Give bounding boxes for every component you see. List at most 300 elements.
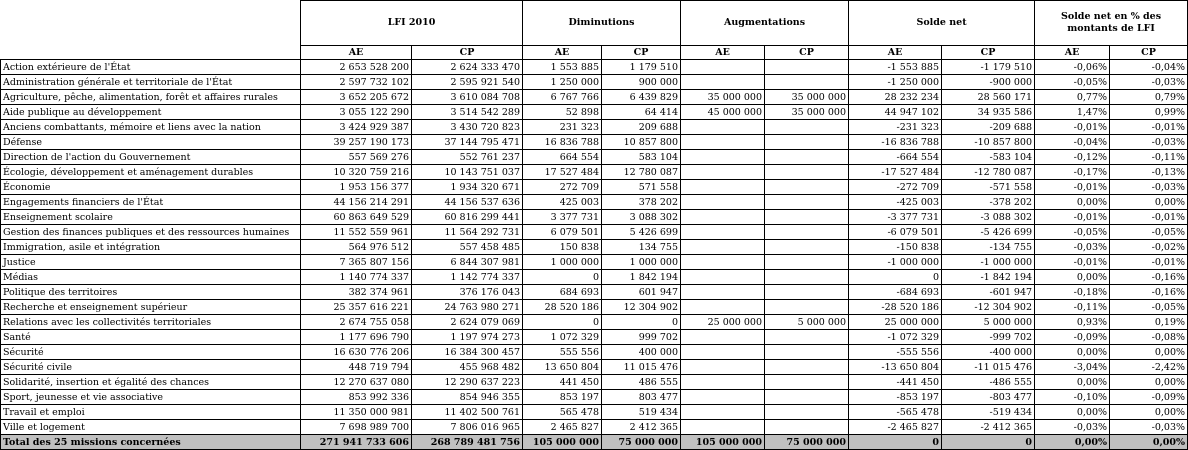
- table-row: [1, 195, 1188, 210]
- value-cell: -0,17%: [1035, 165, 1110, 180]
- value-cell: [765, 390, 849, 405]
- mission-label: Justice: [1, 255, 301, 270]
- table-row: [1, 360, 1188, 375]
- mission-label: Sécurité civile: [1, 360, 301, 375]
- value-cell: 1 842 194: [602, 270, 681, 285]
- mission-label: Direction de l'action du Gouvernement: [1, 150, 301, 165]
- value-cell: 0: [849, 270, 942, 285]
- value-cell: [681, 60, 765, 75]
- value-cell: [765, 120, 849, 135]
- value-cell: -0,16%: [1110, 285, 1188, 300]
- value-cell: 17 527 484: [523, 165, 602, 180]
- value-cell: 3 430 720 823: [412, 120, 523, 135]
- mission-label: Sécurité: [1, 345, 301, 360]
- value-cell: 853 197: [523, 390, 602, 405]
- value-cell: -16 836 788: [849, 135, 942, 150]
- header-sub-ae-4: AE: [681, 46, 765, 60]
- value-cell: [765, 180, 849, 195]
- value-cell: -0,01%: [1035, 255, 1110, 270]
- value-cell: -0,08%: [1110, 330, 1188, 345]
- value-cell: 75 000 000: [765, 435, 849, 450]
- table-row: [1, 300, 1188, 315]
- value-cell: [681, 255, 765, 270]
- header-sub-cp-5: CP: [765, 46, 849, 60]
- mission-label: Politique des territoires: [1, 285, 301, 300]
- value-cell: [681, 285, 765, 300]
- table-row: [1, 420, 1188, 435]
- value-cell: [765, 75, 849, 90]
- value-cell: 45 000 000: [681, 105, 765, 120]
- value-cell: 583 104: [602, 150, 681, 165]
- value-cell: 601 947: [602, 285, 681, 300]
- value-cell: 0,00%: [1035, 195, 1110, 210]
- value-cell: 5 426 699: [602, 225, 681, 240]
- table-row: [1, 75, 1188, 90]
- value-cell: 25 000 000: [849, 315, 942, 330]
- value-cell: -571 558: [942, 180, 1035, 195]
- mission-label: Enseignement scolaire: [1, 210, 301, 225]
- value-cell: 400 000: [602, 345, 681, 360]
- mission-label: Ville et logement: [1, 420, 301, 435]
- value-cell: -583 104: [942, 150, 1035, 165]
- value-cell: -1 553 885: [849, 60, 942, 75]
- table-row: [1, 120, 1188, 135]
- value-cell: -134 755: [942, 240, 1035, 255]
- value-cell: 13 650 804: [523, 360, 602, 375]
- value-cell: -0,13%: [1110, 165, 1188, 180]
- value-cell: 271 941 733 606: [301, 435, 412, 450]
- value-cell: -0,09%: [1035, 330, 1110, 345]
- table-row: [1, 375, 1188, 390]
- value-cell: 64 414: [602, 105, 681, 120]
- value-cell: -0,01%: [1035, 180, 1110, 195]
- header-sub-cp-7: CP: [942, 46, 1035, 60]
- value-cell: 16 836 788: [523, 135, 602, 150]
- value-cell: [681, 165, 765, 180]
- value-cell: -0,12%: [1035, 150, 1110, 165]
- value-cell: 3 377 731: [523, 210, 602, 225]
- header-sub-ae-8: AE: [1035, 46, 1110, 60]
- value-cell: -5 426 699: [942, 225, 1035, 240]
- value-cell: 486 555: [602, 375, 681, 390]
- mission-label: Administration générale et territoriale de l'État: [1, 75, 301, 90]
- value-cell: 564 976 512: [301, 240, 412, 255]
- value-cell: 0,00%: [1110, 195, 1188, 210]
- value-cell: 999 702: [602, 330, 681, 345]
- value-cell: 552 761 237: [412, 150, 523, 165]
- table-row: [1, 225, 1188, 240]
- value-cell: 60 816 299 441: [412, 210, 523, 225]
- value-cell: 44 156 537 636: [412, 195, 523, 210]
- value-cell: -601 947: [942, 285, 1035, 300]
- value-cell: 150 838: [523, 240, 602, 255]
- value-cell: -565 478: [849, 405, 942, 420]
- mission-label: Immigration, asile et intégration: [1, 240, 301, 255]
- value-cell: -0,03%: [1110, 420, 1188, 435]
- value-cell: 1 553 885: [523, 60, 602, 75]
- value-cell: 3 424 929 387: [301, 120, 412, 135]
- value-cell: 60 863 649 529: [301, 210, 412, 225]
- mission-label: Médias: [1, 270, 301, 285]
- value-cell: 1 072 329: [523, 330, 602, 345]
- value-cell: 425 003: [523, 195, 602, 210]
- value-cell: 28 520 186: [523, 300, 602, 315]
- value-cell: 6 439 829: [602, 90, 681, 105]
- value-cell: [681, 120, 765, 135]
- mission-label: Anciens combattants, mémoire et liens avec la nation: [1, 120, 301, 135]
- value-cell: 0,00%: [1035, 345, 1110, 360]
- value-cell: 555 556: [523, 345, 602, 360]
- value-cell: [681, 405, 765, 420]
- value-cell: 6 844 307 981: [412, 255, 523, 270]
- value-cell: 571 558: [602, 180, 681, 195]
- mission-label: Relations avec les collectivités territoriales: [1, 315, 301, 330]
- mission-label: Défense: [1, 135, 301, 150]
- value-cell: 10 857 800: [602, 135, 681, 150]
- value-cell: -0,09%: [1110, 390, 1188, 405]
- value-cell: 37 144 795 471: [412, 135, 523, 150]
- table-row: [1, 285, 1188, 300]
- value-cell: -425 003: [849, 195, 942, 210]
- value-cell: [765, 165, 849, 180]
- value-cell: 28 560 171: [942, 90, 1035, 105]
- value-cell: [681, 210, 765, 225]
- value-cell: [681, 270, 765, 285]
- value-cell: 12 780 087: [602, 165, 681, 180]
- value-cell: -272 709: [849, 180, 942, 195]
- mission-label: Agriculture, pêche, alimentation, forêt et affaires rurales: [1, 90, 301, 105]
- value-cell: [681, 360, 765, 375]
- value-cell: 11 552 559 961: [301, 225, 412, 240]
- value-cell: 803 477: [602, 390, 681, 405]
- value-cell: -664 554: [849, 150, 942, 165]
- value-cell: [681, 75, 765, 90]
- value-cell: -3,04%: [1035, 360, 1110, 375]
- total-row: [1, 435, 1188, 450]
- value-cell: 0,00%: [1110, 345, 1188, 360]
- value-cell: 519 434: [602, 405, 681, 420]
- value-cell: 1 000 000: [602, 255, 681, 270]
- value-cell: 0: [849, 435, 942, 450]
- value-cell: 1 250 000: [523, 75, 602, 90]
- value-cell: 0,00%: [1110, 405, 1188, 420]
- value-cell: 12 270 637 080: [301, 375, 412, 390]
- value-cell: -10 857 800: [942, 135, 1035, 150]
- value-cell: 382 374 961: [301, 285, 412, 300]
- value-cell: [681, 135, 765, 150]
- value-cell: 35 000 000: [765, 105, 849, 120]
- value-cell: 1 140 774 337: [301, 270, 412, 285]
- table-row: [1, 105, 1188, 120]
- value-cell: -0,03%: [1035, 420, 1110, 435]
- value-cell: [681, 180, 765, 195]
- value-cell: [681, 195, 765, 210]
- value-cell: 6 079 501: [523, 225, 602, 240]
- value-cell: 105 000 000: [681, 435, 765, 450]
- table-row: [1, 390, 1188, 405]
- value-cell: 11 015 476: [602, 360, 681, 375]
- value-cell: -17 527 484: [849, 165, 942, 180]
- value-cell: -803 477: [942, 390, 1035, 405]
- value-cell: 1 142 774 337: [412, 270, 523, 285]
- table-row: [1, 240, 1188, 255]
- value-cell: [681, 150, 765, 165]
- value-cell: 2 597 732 102: [301, 75, 412, 90]
- value-cell: 3 610 084 708: [412, 90, 523, 105]
- value-cell: -28 520 186: [849, 300, 942, 315]
- table-row: [1, 135, 1188, 150]
- table-row: [1, 405, 1188, 420]
- value-cell: 900 000: [602, 75, 681, 90]
- value-cell: 664 554: [523, 150, 602, 165]
- value-cell: 11 350 000 981: [301, 405, 412, 420]
- value-cell: 0,79%: [1110, 90, 1188, 105]
- value-cell: 272 709: [523, 180, 602, 195]
- value-cell: 0,99%: [1110, 105, 1188, 120]
- value-cell: [681, 390, 765, 405]
- value-cell: 0,77%: [1035, 90, 1110, 105]
- value-cell: 557 569 276: [301, 150, 412, 165]
- value-cell: 25 357 616 221: [301, 300, 412, 315]
- header-group-row: [1, 1, 1188, 46]
- value-cell: 10 143 751 037: [412, 165, 523, 180]
- value-cell: [681, 375, 765, 390]
- value-cell: -2 412 365: [942, 420, 1035, 435]
- value-cell: -0,03%: [1035, 240, 1110, 255]
- value-cell: 12 304 902: [602, 300, 681, 315]
- value-cell: 565 478: [523, 405, 602, 420]
- value-cell: 448 719 794: [301, 360, 412, 375]
- value-cell: -13 650 804: [849, 360, 942, 375]
- value-cell: 39 257 190 173: [301, 135, 412, 150]
- value-cell: [765, 345, 849, 360]
- value-cell: -0,05%: [1110, 300, 1188, 315]
- value-cell: -0,02%: [1110, 240, 1188, 255]
- value-cell: 11 564 292 731: [412, 225, 523, 240]
- mission-label: Économie: [1, 180, 301, 195]
- value-cell: [765, 225, 849, 240]
- value-cell: -400 000: [942, 345, 1035, 360]
- value-cell: 557 458 485: [412, 240, 523, 255]
- value-cell: -0,11%: [1035, 300, 1110, 315]
- value-cell: -0,11%: [1110, 150, 1188, 165]
- value-cell: [681, 300, 765, 315]
- value-cell: [765, 150, 849, 165]
- value-cell: [765, 375, 849, 390]
- value-cell: 25 000 000: [681, 315, 765, 330]
- value-cell: -2,42%: [1110, 360, 1188, 375]
- value-cell: 684 693: [523, 285, 602, 300]
- value-cell: -1 842 194: [942, 270, 1035, 285]
- value-cell: 75 000 000: [602, 435, 681, 450]
- value-cell: -3 088 302: [942, 210, 1035, 225]
- mission-label: Action extérieure de l'État: [1, 60, 301, 75]
- value-cell: [681, 240, 765, 255]
- mission-label: Écologie, développement et aménagement durables: [1, 165, 301, 180]
- value-cell: 0,00%: [1035, 405, 1110, 420]
- value-cell: 134 755: [602, 240, 681, 255]
- value-cell: 0: [523, 270, 602, 285]
- value-cell: -2 465 827: [849, 420, 942, 435]
- value-cell: -12 780 087: [942, 165, 1035, 180]
- value-cell: [765, 420, 849, 435]
- value-cell: [765, 270, 849, 285]
- value-cell: -0,03%: [1110, 75, 1188, 90]
- mission-label: Travail et emploi: [1, 405, 301, 420]
- header-group-solde-pct: Solde net en % des montants de LFI: [1035, 1, 1188, 46]
- header-sub-ae-0: AE: [301, 46, 412, 60]
- mission-label: Recherche et enseignement supérieur: [1, 300, 301, 315]
- value-cell: -999 702: [942, 330, 1035, 345]
- value-cell: 3 514 542 289: [412, 105, 523, 120]
- value-cell: 3 055 122 290: [301, 105, 412, 120]
- value-cell: [765, 405, 849, 420]
- value-cell: 44 156 214 291: [301, 195, 412, 210]
- value-cell: -441 450: [849, 375, 942, 390]
- value-cell: 5 000 000: [942, 315, 1035, 330]
- value-cell: -853 197: [849, 390, 942, 405]
- value-cell: 35 000 000: [765, 90, 849, 105]
- value-cell: 1,47%: [1035, 105, 1110, 120]
- value-cell: -0,05%: [1035, 225, 1110, 240]
- value-cell: -1 000 000: [942, 255, 1035, 270]
- value-cell: 209 688: [602, 120, 681, 135]
- value-cell: 1 934 320 671: [412, 180, 523, 195]
- value-cell: 0,00%: [1035, 435, 1110, 450]
- value-cell: 0,00%: [1035, 270, 1110, 285]
- value-cell: 105 000 000: [523, 435, 602, 450]
- value-cell: 5 000 000: [765, 315, 849, 330]
- value-cell: [765, 210, 849, 225]
- value-cell: 854 946 355: [412, 390, 523, 405]
- value-cell: 10 320 759 216: [301, 165, 412, 180]
- value-cell: -0,05%: [1110, 225, 1188, 240]
- value-cell: [765, 60, 849, 75]
- value-cell: -486 555: [942, 375, 1035, 390]
- table-body: [1, 60, 1188, 450]
- value-cell: 35 000 000: [681, 90, 765, 105]
- value-cell: [765, 255, 849, 270]
- header-group-lfi: LFI 2010: [301, 1, 523, 46]
- value-cell: 231 323: [523, 120, 602, 135]
- table-row: [1, 270, 1188, 285]
- value-cell: -0,01%: [1110, 255, 1188, 270]
- value-cell: 268 789 481 756: [412, 435, 523, 450]
- header-sub-cp-9: CP: [1110, 46, 1188, 60]
- mission-label: Santé: [1, 330, 301, 345]
- value-cell: [681, 420, 765, 435]
- value-cell: [765, 135, 849, 150]
- value-cell: 1 179 510: [602, 60, 681, 75]
- value-cell: -0,04%: [1110, 60, 1188, 75]
- value-cell: 441 450: [523, 375, 602, 390]
- value-cell: 2 412 365: [602, 420, 681, 435]
- value-cell: 853 992 336: [301, 390, 412, 405]
- value-cell: 7 365 807 156: [301, 255, 412, 270]
- value-cell: [681, 330, 765, 345]
- value-cell: 2 674 755 058: [301, 315, 412, 330]
- value-cell: 2 624 079 069: [412, 315, 523, 330]
- value-cell: -231 323: [849, 120, 942, 135]
- value-cell: -0,01%: [1110, 120, 1188, 135]
- value-cell: 1 000 000: [523, 255, 602, 270]
- value-cell: 2 465 827: [523, 420, 602, 435]
- value-cell: 455 968 482: [412, 360, 523, 375]
- value-cell: -1 000 000: [849, 255, 942, 270]
- value-cell: -150 838: [849, 240, 942, 255]
- value-cell: 52 898: [523, 105, 602, 120]
- value-cell: 0,00%: [1035, 375, 1110, 390]
- table-row: [1, 180, 1188, 195]
- table-row: [1, 330, 1188, 345]
- mission-label: Gestion des finances publiques et des ressources humaines: [1, 225, 301, 240]
- value-cell: 1 197 974 273: [412, 330, 523, 345]
- value-cell: -0,01%: [1035, 120, 1110, 135]
- value-cell: 2 624 333 470: [412, 60, 523, 75]
- mission-label: Aide publique au développement: [1, 105, 301, 120]
- value-cell: [765, 360, 849, 375]
- header-sub-ae-2: AE: [523, 46, 602, 60]
- value-cell: -11 015 476: [942, 360, 1035, 375]
- header-group-diminutions: Diminutions: [523, 1, 681, 46]
- value-cell: -0,18%: [1035, 285, 1110, 300]
- value-cell: 0,00%: [1110, 375, 1188, 390]
- value-cell: [765, 330, 849, 345]
- value-cell: 44 947 102: [849, 105, 942, 120]
- header-group-augmentations: Augmentations: [681, 1, 849, 46]
- value-cell: -0,01%: [1110, 210, 1188, 225]
- table-row: [1, 60, 1188, 75]
- value-cell: 0,93%: [1035, 315, 1110, 330]
- value-cell: 0,00%: [1110, 435, 1188, 450]
- value-cell: 11 402 500 761: [412, 405, 523, 420]
- header-sub-cp-3: CP: [602, 46, 681, 60]
- table-row: [1, 315, 1188, 330]
- value-cell: -378 202: [942, 195, 1035, 210]
- table-row: [1, 255, 1188, 270]
- value-cell: 376 176 043: [412, 285, 523, 300]
- mission-label: Engagements financiers de l'État: [1, 195, 301, 210]
- header-sub-cp-1: CP: [412, 46, 523, 60]
- value-cell: -0,05%: [1035, 75, 1110, 90]
- value-cell: 3 652 205 672: [301, 90, 412, 105]
- value-cell: -519 434: [942, 405, 1035, 420]
- value-cell: -0,01%: [1035, 210, 1110, 225]
- table-row: [1, 165, 1188, 180]
- value-cell: -684 693: [849, 285, 942, 300]
- value-cell: 378 202: [602, 195, 681, 210]
- value-cell: 7 698 989 700: [301, 420, 412, 435]
- value-cell: 0: [602, 315, 681, 330]
- value-cell: -555 556: [849, 345, 942, 360]
- value-cell: -0,03%: [1110, 180, 1188, 195]
- value-cell: 16 630 776 206: [301, 345, 412, 360]
- mission-label: Sport, jeunesse et vie associative: [1, 390, 301, 405]
- value-cell: 2 653 528 200: [301, 60, 412, 75]
- value-cell: [765, 300, 849, 315]
- value-cell: -209 688: [942, 120, 1035, 135]
- table-row: [1, 345, 1188, 360]
- mission-label: Total des 25 missions concernées: [1, 435, 301, 450]
- value-cell: -0,16%: [1110, 270, 1188, 285]
- value-cell: 1 953 156 377: [301, 180, 412, 195]
- value-cell: 7 806 016 965: [412, 420, 523, 435]
- table-row: [1, 150, 1188, 165]
- value-cell: -0,03%: [1110, 135, 1188, 150]
- value-cell: [681, 225, 765, 240]
- value-cell: -6 079 501: [849, 225, 942, 240]
- value-cell: 28 232 234: [849, 90, 942, 105]
